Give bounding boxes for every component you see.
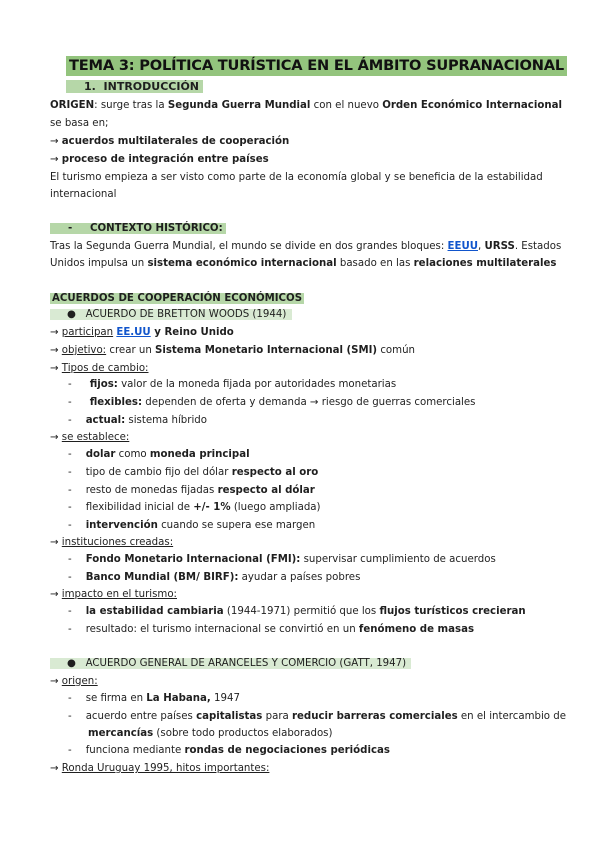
turismo-line-2: internacional — [50, 189, 117, 200]
tipo-fijo-item: - tipo de cambio fijo del dólar respecto al oro — [68, 467, 319, 478]
gatt-heading: ● ACUERDO GENERAL DE ARANCELES Y COMERCIO (GATT, 1947) — [50, 657, 411, 671]
acuerdos-multilaterales-line: → acuerdos multilaterales de cooperación — [50, 136, 290, 147]
dolar-item: - dolar como moneda principal — [68, 449, 250, 460]
arrow-icon: → — [50, 589, 59, 600]
estabilidad-item: - la estabilidad cambiaria (1944-1971) permitió que los flujos turísticos crecieran — [68, 606, 526, 617]
intervencion-item: - intervención cuando se supera ese margen — [68, 520, 316, 531]
arrow-icon: → — [50, 432, 59, 443]
basa-line: se basa en; — [50, 118, 109, 129]
arrow-icon: → — [50, 763, 59, 774]
tras-line: Tras la Segunda Guerra Mundial, el mundo se divide en dos grandes bloques: EEUU, URSS. Estados — [50, 241, 562, 252]
page-title: TEMA 3: POLÍTICA TURÍSTICA EN EL ÁMBITO SUPRANACIONAL — [66, 56, 567, 76]
bm-item: - Banco Mundial (BM/ BIRF): ayudar a países pobres — [68, 572, 361, 583]
bretton-heading: ● ACUERDO DE BRETTON WOODS (1944) — [50, 308, 292, 322]
funciona-item: - funciona mediante rondas de negociaciones periódicas — [68, 745, 390, 756]
section-introduccion — [66, 80, 203, 95]
actual-item: - actual: sistema híbrido — [68, 415, 207, 426]
eeuu-link[interactable]: EEUU — [447, 241, 478, 252]
bullet-icon: ● — [67, 658, 76, 669]
participan-line: → participan EE.UU y Reino Unido — [50, 327, 234, 338]
arrow-icon: → — [50, 327, 59, 338]
proceso-line: → proceso de integración entre países — [50, 154, 269, 165]
resultado-item: - resultado: el turismo internacional se convirtió en un fenómeno de masas — [68, 624, 475, 635]
fmi-item: - Fondo Monetario Internacional (FMI): supervisar cumplimiento de acuerdos — [68, 554, 496, 565]
flexibles-item: - flexibles: dependen de oferta y demanda → riesgo de guerras comerciales — [68, 397, 476, 408]
arrow-icon: → — [50, 537, 59, 548]
instituciones-line: → instituciones creadas: — [50, 537, 174, 548]
resto-item: - resto de monedas fijadas respecto al dólar — [68, 485, 315, 496]
establece-line: → se establece: — [50, 432, 130, 443]
firma-item: - se firma en La Habana, 1947 — [68, 693, 240, 704]
impacto-line: → impacto en el turismo: — [50, 589, 177, 600]
ronda-line: → Ronda Uruguay 1995, hitos importantes: — [50, 763, 270, 774]
flexibilidad-item: - flexibilidad inicial de +/- 1% (luego ampliada) — [68, 502, 321, 513]
origen-line: ORIGEN: surge tras la Segunda Guerra Mundial con el nuevo Orden Económico Internacional — [50, 100, 562, 111]
section-number: 1. — [84, 80, 96, 93]
objetivo-line: → objetivo: crear un Sistema Monetario Internacional (SMI) común — [50, 345, 416, 356]
tipos-line: → Tipos de cambio: — [50, 363, 149, 374]
contexto-heading: - CONTEXTO HISTÓRICO: — [50, 222, 226, 236]
turismo-line-1: El turismo empieza a ser visto como parte de la economía global y se beneficia de la estabilidad — [50, 172, 543, 183]
arrow-icon: → — [50, 154, 59, 165]
section-label: INTRODUCCIÓN — [103, 80, 199, 93]
eeuu-link-2[interactable]: EE.UU — [116, 327, 151, 338]
acuerdo-entre-item: - acuerdo entre países capitalistas para reducir barreras comerciales en el intercambio de — [68, 711, 566, 722]
fijos-item: - fijos: valor de la moneda fijada por autoridades monetarias — [68, 379, 397, 390]
unidos-line: Unidos impulsa un sistema económico internacional basado en las relaciones multilaterales — [50, 258, 557, 269]
arrow-icon: → — [50, 363, 59, 374]
acuerdos-heading: ACUERDOS DE COOPERACIÓN ECONÓMICOS — [52, 293, 303, 304]
arrow-icon: → — [50, 136, 59, 147]
mercancias-line: mercancías (sobre todo productos elaborados) — [88, 728, 333, 739]
arrow-icon: → — [50, 676, 59, 687]
origen2-line: → origen: — [50, 676, 98, 687]
arrow-icon: → — [50, 345, 59, 356]
bullet-icon: ● — [67, 309, 76, 320]
